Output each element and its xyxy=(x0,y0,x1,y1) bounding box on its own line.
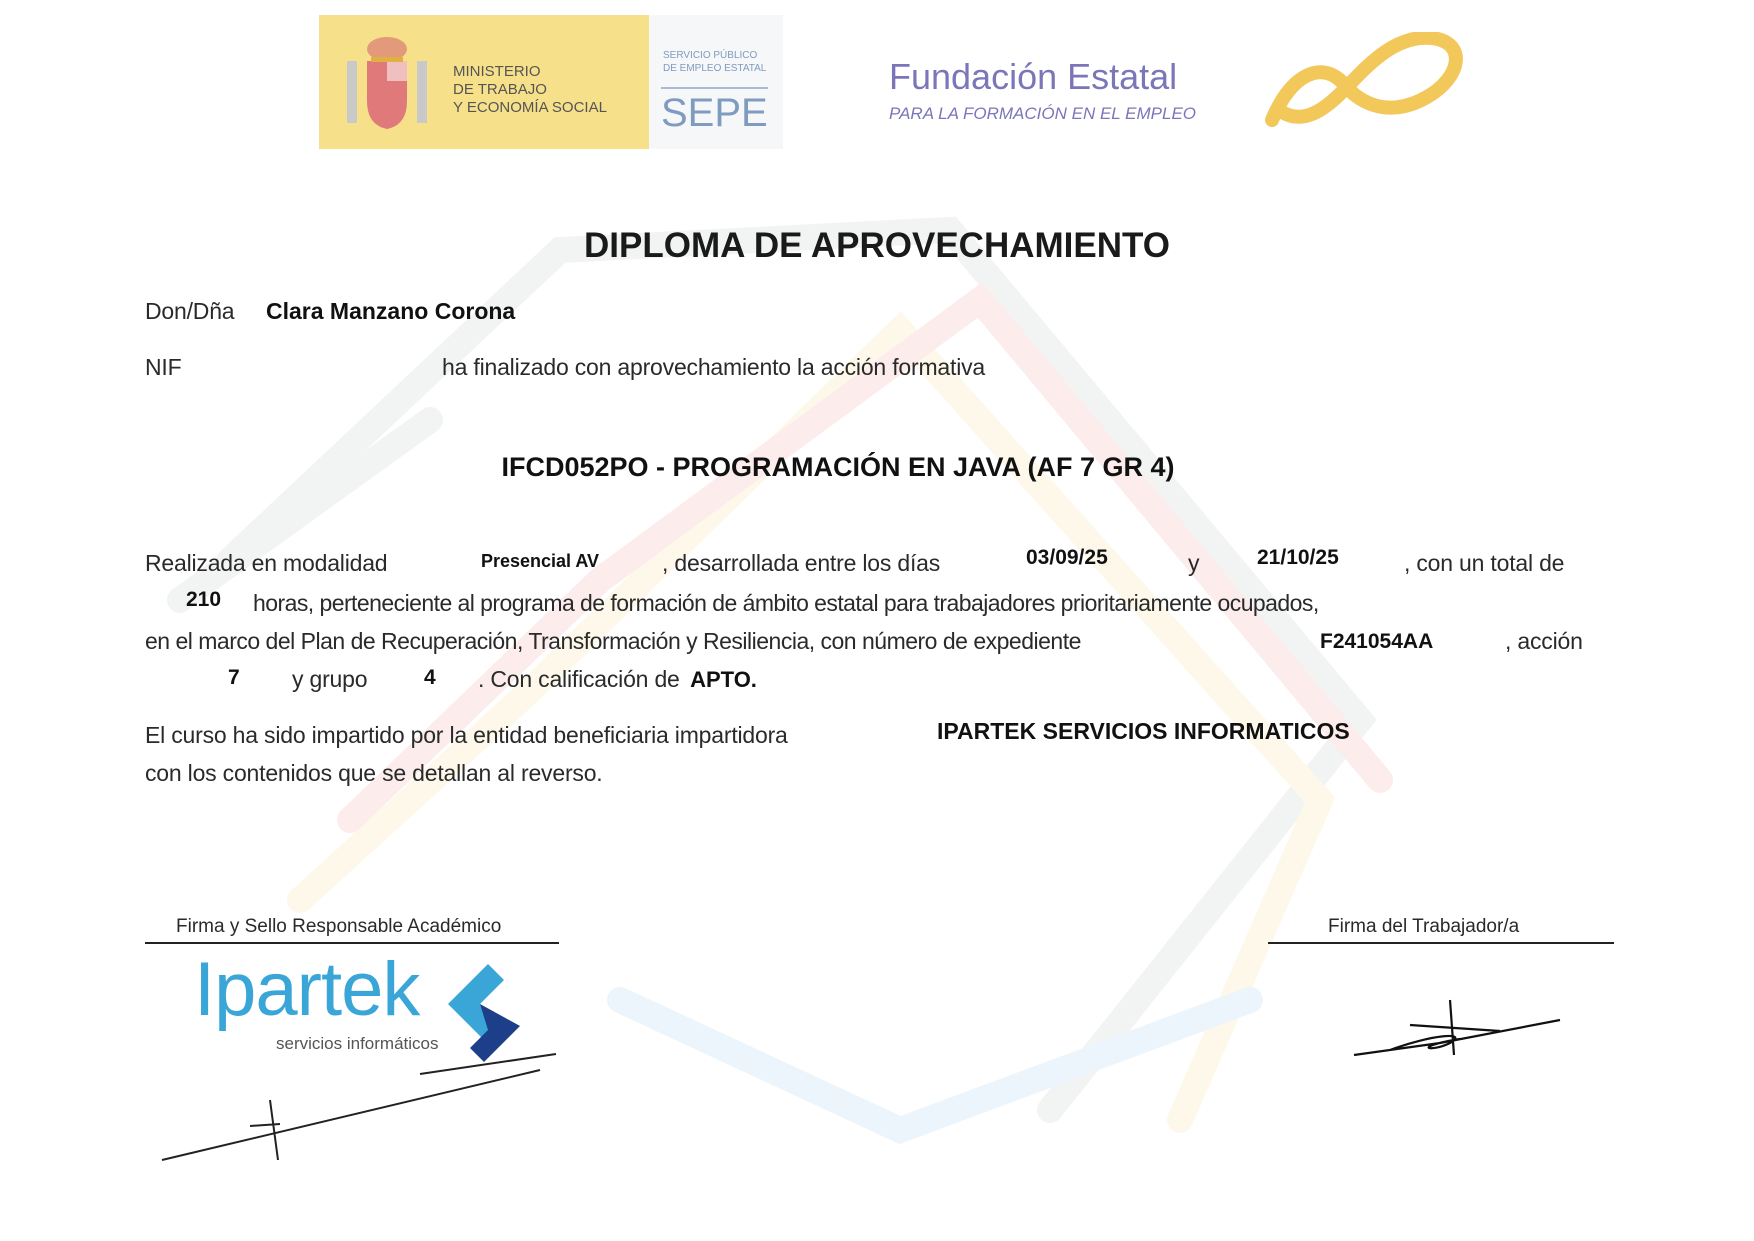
coat-of-arms-icon xyxy=(341,31,433,133)
accion-value: 7 xyxy=(228,666,240,689)
fundacion-subtitle: PARA LA FORMACIÓN EN EL EMPLEO xyxy=(889,104,1197,123)
expediente-value: F241054AA xyxy=(1320,630,1434,653)
right-signature-label: Firma del Trabajador/a xyxy=(1328,916,1520,937)
accion-text: , acción xyxy=(1505,628,1583,654)
sepe-logo xyxy=(649,15,783,149)
ipartek-logo xyxy=(194,947,420,1032)
reverso-text: con los contenidos que se detallan al reverso. xyxy=(145,760,603,786)
ministry-line-3: Y ECONOMÍA SOCIAL xyxy=(453,99,607,116)
grupo-value: 4 xyxy=(424,666,436,689)
diploma-title: DIPLOMA DE APROVECHAMIENTO xyxy=(584,226,1170,265)
ipartek-logo-name: Ipartek xyxy=(194,947,420,1032)
ministry-logo xyxy=(319,15,649,149)
fecha-fin: 21/10/25 xyxy=(1257,546,1339,569)
entidad-value: IPARTEK SERVICIOS INFORMATICOS xyxy=(937,718,1350,744)
finalizado-text: ha finalizado con aprovechamiento la acción formativa xyxy=(442,354,985,380)
calificacion-value: APTO. xyxy=(690,667,757,692)
calificacion-line xyxy=(478,666,757,693)
fundacion-infinity-icon xyxy=(1262,32,1472,127)
calificacion-text: . Con calificación de xyxy=(478,666,680,692)
student-name: Clara Manzano Corona xyxy=(266,298,516,324)
grupo-text: y grupo xyxy=(292,666,368,692)
don-label: Don/Dña xyxy=(145,298,235,324)
sepe-name: SEPE xyxy=(661,87,768,135)
course-title: IFCD052PO - PROGRAMACIÓN EN JAVA (AF 7 GR 4) xyxy=(501,452,1175,482)
left-signature-label: Firma y Sello Responsable Académico xyxy=(176,916,502,937)
sepe-small-line-1: SERVICIO PÚBLICO xyxy=(663,50,758,61)
academic-handwritten-signature xyxy=(160,1030,560,1165)
impartido-text: El curso ha sido impartido por la entidad beneficiaria impartidora xyxy=(145,722,788,748)
realizada-text: Realizada en modalidad xyxy=(145,550,388,576)
sepe-small-line-2: DE EMPLEO ESTATAL xyxy=(663,63,767,74)
horas-value: 210 xyxy=(186,588,222,611)
ipartek-logo-subtitle: servicios informáticos xyxy=(276,1034,439,1053)
worker-handwritten-signature xyxy=(1350,995,1565,1065)
right-signature-line xyxy=(1268,942,1614,944)
marco-text: en el marco del Plan de Recuperación, Transformación y Resiliencia, con número de expediente xyxy=(145,628,1081,654)
fecha-inicio: 03/09/25 xyxy=(1026,546,1108,569)
ministry-line-1: MINISTERIO xyxy=(453,63,541,80)
desarrollada-text: , desarrollada entre los días xyxy=(662,550,941,576)
y-text: y xyxy=(1188,550,1200,576)
total-text: , con un total de xyxy=(1404,550,1565,576)
nif-label: NIF xyxy=(145,354,182,380)
fundacion-title: Fundación Estatal xyxy=(889,56,1178,97)
modalidad-value: Presencial AV xyxy=(481,551,600,571)
horas-text: horas, perteneciente al programa de formación de ámbito estatal para trabajadores prioritariamente ocupados, xyxy=(253,590,1319,616)
left-signature-line xyxy=(145,942,559,944)
ministry-line-2: DE TRABAJO xyxy=(453,81,547,98)
